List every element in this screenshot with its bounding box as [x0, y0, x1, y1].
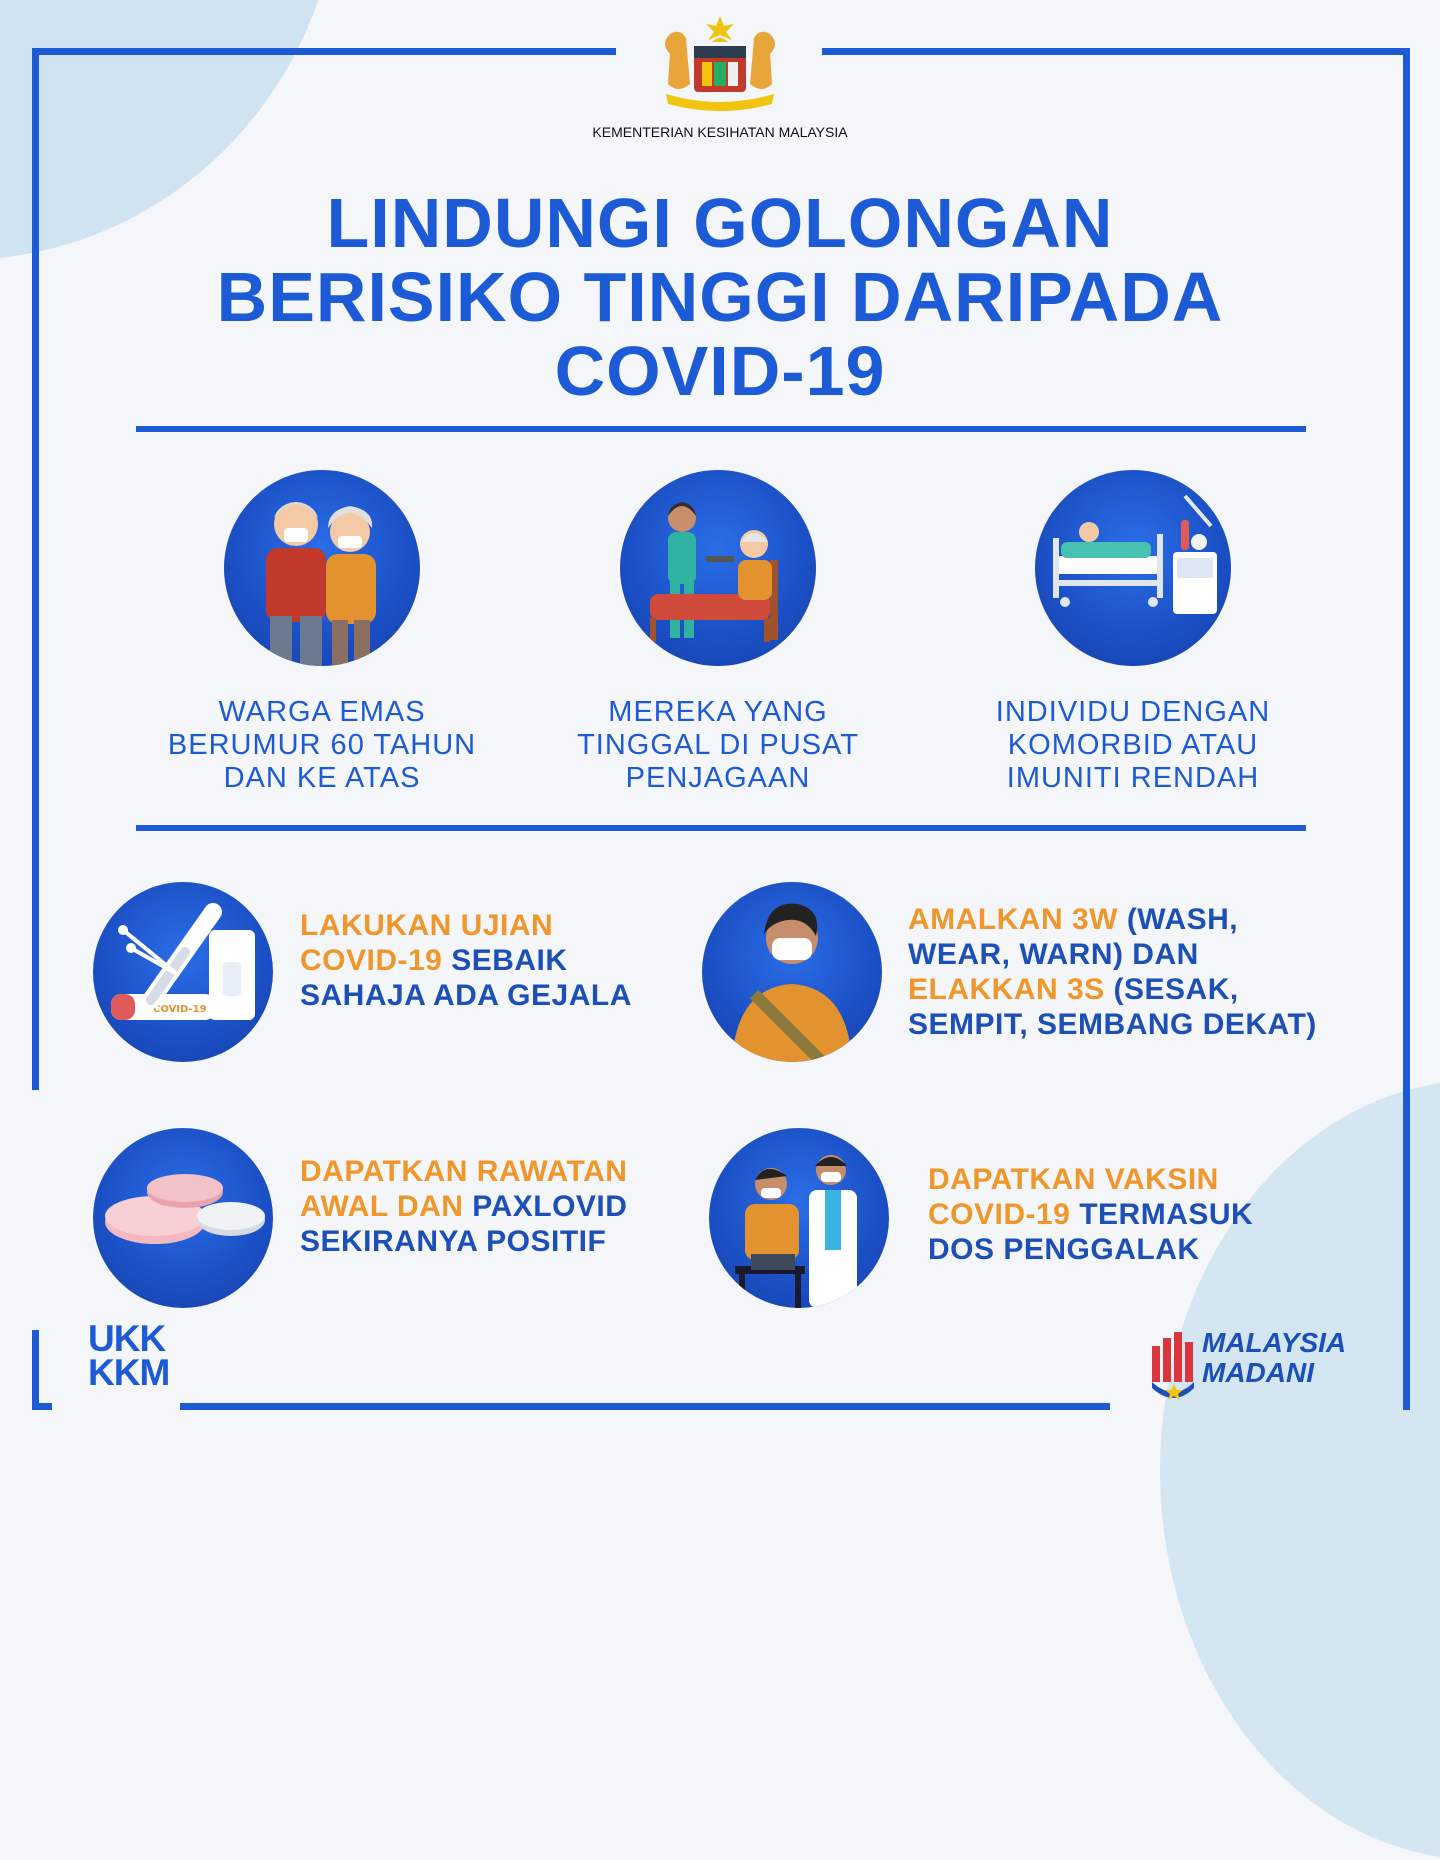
test-kit-label: COVID-19 — [153, 1004, 207, 1015]
ukk-logo-line-1: UKK — [88, 1318, 166, 1359]
tip-test — [300, 908, 632, 1013]
hospital-bed-icon — [1035, 470, 1231, 666]
group-2-line-3: PENJAGAAN — [625, 762, 811, 794]
tip-test-a: LAKUKAN UJIAN — [300, 909, 554, 942]
tip-test-c: SEBAIK — [442, 944, 568, 977]
group-label-comorbid — [953, 696, 1313, 795]
vaccination-icon — [709, 1128, 889, 1308]
title-line-1: LINDUNGI GOLONGAN — [326, 184, 1114, 262]
frame-bottom — [180, 1403, 1110, 1410]
group-1-line-1: WARGA EMAS — [218, 696, 426, 728]
title-line-2: BERISIKO TINGGI DARIPADA — [216, 258, 1224, 336]
group-2-line-1: MEREKA YANG — [608, 696, 828, 728]
divider-middle — [136, 825, 1306, 831]
tip-practice-b: (WASH, — [1117, 903, 1239, 936]
test-kit-icon — [93, 882, 273, 1062]
tip-vaccine — [928, 1162, 1253, 1267]
tip-treatment-b: AWAL DAN — [300, 1190, 464, 1223]
frame-top-left — [32, 48, 616, 55]
ukk-kkm-logo — [88, 1318, 170, 1393]
tip-test-b: COVID-19 — [300, 944, 443, 977]
tip-practice-f: SEMPIT, SEMBANG DEKAT) — [908, 1008, 1317, 1041]
tip-treatment — [300, 1154, 627, 1259]
page-title — [0, 186, 1440, 408]
group-1-line-3: DAN KE ATAS — [223, 762, 421, 794]
tip-practice-e: (SESAK, — [1104, 973, 1239, 1006]
madani-line-1: MALAYSIA — [1202, 1327, 1347, 1358]
tip-treatment-a: DAPATKAN RAWATAN — [300, 1155, 628, 1188]
pills-icon — [93, 1128, 273, 1308]
tip-practice-d: ELAKKAN 3S — [908, 973, 1105, 1006]
tip-practice — [908, 902, 1317, 1042]
group-label-care-center — [538, 696, 898, 795]
tip-vaccine-c: TERMASUK — [1070, 1198, 1254, 1231]
masked-person-icon — [702, 882, 882, 1062]
care-center-icon — [620, 470, 816, 666]
group-3-line-3: IMUNITI RENDAH — [1006, 762, 1260, 794]
group-3-line-2: KOMORBID ATAU — [1007, 729, 1259, 761]
frame-bottom-left — [32, 1403, 52, 1410]
frame-top-right — [822, 48, 1410, 55]
frame-left-bottom — [32, 1330, 39, 1410]
group-2-line-2: TINGGAL DI PUSAT — [577, 729, 859, 761]
group-label-elderly — [142, 696, 502, 795]
madani-mark-icon — [1148, 1326, 1200, 1402]
tip-vaccine-d: DOS PENGGALAK — [928, 1233, 1200, 1266]
tip-treatment-d: SEKIRANYA POSITIF — [300, 1225, 607, 1258]
group-3-line-1: INDIVIDU DENGAN — [995, 696, 1271, 728]
tip-vaccine-b: COVID-19 — [928, 1198, 1071, 1231]
tip-test-d: SAHAJA ADA GEJALA — [300, 979, 632, 1012]
malaysia-madani-logo — [1148, 1326, 1368, 1402]
elderly-couple-icon — [224, 470, 420, 666]
madani-line-2: MADANI — [1202, 1357, 1314, 1388]
ukk-logo-line-2: KKM — [88, 1352, 170, 1393]
ministry-name: KEMENTERIAN KESIHATAN MALAYSIA — [592, 124, 848, 140]
divider-top — [136, 426, 1306, 432]
tip-practice-c: WEAR, WARN) DAN — [908, 938, 1199, 971]
coat-of-arms-icon — [656, 14, 784, 118]
tip-practice-a: AMALKAN 3W — [908, 903, 1118, 936]
group-1-line-2: BERUMUR 60 TAHUN — [167, 729, 477, 761]
tip-treatment-c: PAXLOVID — [463, 1190, 628, 1223]
tip-vaccine-a: DAPATKAN VAKSIN — [928, 1163, 1219, 1196]
title-line-3: COVID-19 — [554, 332, 886, 410]
